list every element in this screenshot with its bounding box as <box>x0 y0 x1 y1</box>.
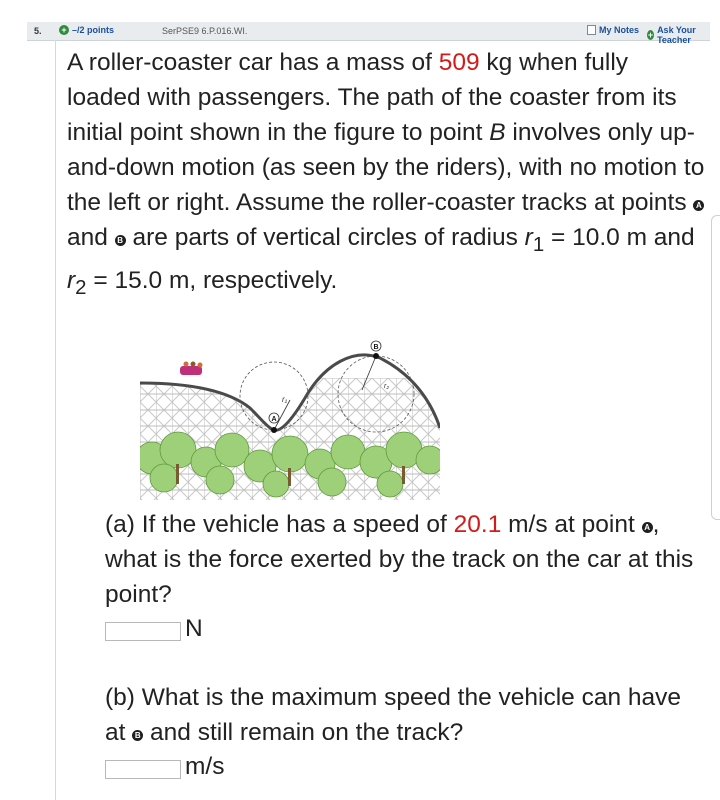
part-b-text: and still remain on the track? <box>143 719 464 746</box>
coaster-passenger <box>191 362 196 367</box>
r2-value: = 15.0 m, respectively. <box>86 266 338 294</box>
ask-teacher-label: Ask Your Teacher <box>657 25 696 45</box>
roller-coaster-figure <box>140 338 440 500</box>
point-a-dot <box>271 427 277 433</box>
question-id: SerPSE9 6.P.016.WI. <box>162 26 248 36</box>
figure-a-label: A <box>271 416 277 423</box>
plus-icon: + <box>647 30 654 40</box>
point-a-marker: A <box>642 522 653 533</box>
scrollbar[interactable] <box>711 215 720 520</box>
problem-statement <box>67 45 707 306</box>
point-b-dot <box>373 353 379 359</box>
point-b-marker: B <box>132 730 143 741</box>
problem-text: are parts of vertical circles of radius <box>125 224 525 251</box>
ask-teacher-button[interactable] <box>647 25 710 45</box>
part-b-text: (b) What is the maximum speed the vehicle can have at <box>105 684 682 746</box>
question-number: 5. <box>34 26 42 36</box>
question-header <box>27 22 710 45</box>
part-a-unit: N <box>185 615 203 642</box>
problem-text: and <box>67 224 115 251</box>
problem-text: A roller-coaster car has a mass of <box>67 49 439 76</box>
part-a-text: , what is the force exerted by the track on the car at this point? <box>105 511 694 608</box>
plus-icon[interactable]: + <box>59 25 69 35</box>
part-a-answer-row <box>105 614 203 644</box>
notes-icon <box>587 25 596 35</box>
figure-b-label: B <box>373 344 379 351</box>
r1-figure-label: r₁ <box>282 395 288 404</box>
r1-value: = 10.0 m and <box>544 224 695 251</box>
point-b-label: B <box>489 119 506 146</box>
problem-text: kg when fully loaded with passengers. The path of the coaster from its initial point shown in the figure to point <box>67 49 677 146</box>
part-b-answer-row <box>105 752 224 782</box>
r2-figure-label: r₂ <box>384 383 390 390</box>
point-b-marker: B <box>115 235 126 246</box>
r1-symbol: r <box>524 224 533 251</box>
part-b-question <box>105 680 705 750</box>
coaster-car <box>180 366 202 375</box>
part-b-unit: m/s <box>185 753 225 780</box>
part-a-answer-input[interactable] <box>105 622 181 641</box>
part-a-text: (a) If the vehicle has a speed of <box>105 511 454 538</box>
part-a-text: m/s at point <box>501 511 642 538</box>
r2-subscript: 2 <box>75 276 87 299</box>
part-b-answer-input[interactable] <box>105 760 181 779</box>
mass-value: 509 <box>438 49 480 76</box>
r1-subscript: 1 <box>532 233 545 256</box>
my-notes-label: My Notes <box>599 25 640 35</box>
speed-value: 20.1 <box>453 511 502 538</box>
r2-symbol: r <box>67 266 76 294</box>
content-left-rule <box>55 40 56 800</box>
point-a-marker: A <box>693 200 704 211</box>
points-label: –/2 points <box>72 25 115 35</box>
coaster-passenger <box>198 363 203 368</box>
part-a-question <box>105 507 705 612</box>
my-notes-button[interactable] <box>587 25 639 35</box>
coaster-passenger <box>184 362 189 367</box>
problem-text: involves only up-and-down motion (as seen by the riders), with no motion to the left or right. Assume the roller-coaster tracks at points <box>67 119 705 216</box>
points-toggle[interactable] <box>59 25 114 35</box>
